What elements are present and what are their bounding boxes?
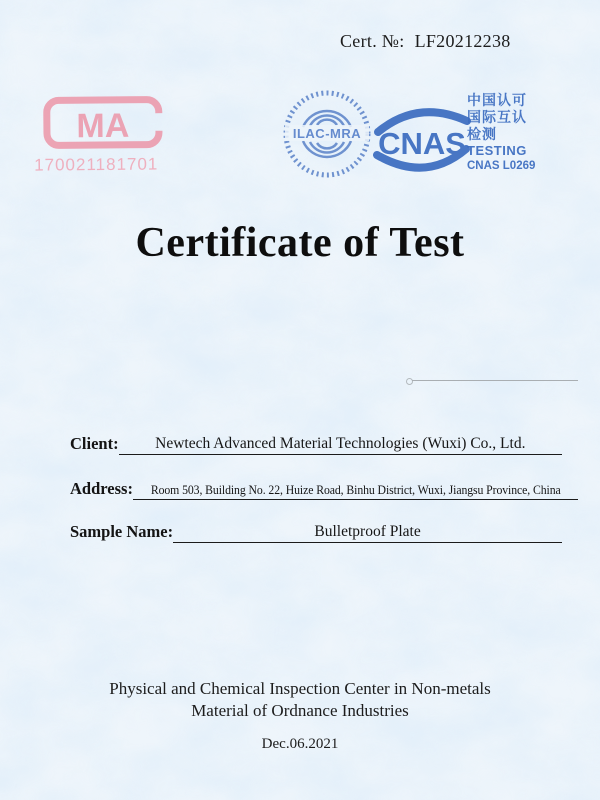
cma-number: 170021181701 — [34, 154, 159, 175]
cnas-line-4: TESTING — [467, 143, 527, 158]
cert-number-line — [340, 31, 511, 52]
issuer-line-1: Physical and Chemical Inspection Center in Non-metals — [109, 679, 491, 698]
sample-name-label: Sample Name: — [70, 522, 174, 541]
sample-name-value: Bulletproof Plate — [314, 523, 421, 540]
footer — [0, 678, 600, 753]
issuer-line-2: Material of Ordnance Industries — [191, 701, 409, 720]
address-value: Room 503, Building No. 22, Huize Road, Binhu District, Wuxi, Jiangsu Province, China — [150, 483, 561, 497]
cert-number-value: LF20212238 — [414, 31, 511, 51]
page-title: Certificate of Test — [135, 220, 465, 266]
cnas-line-2: 国际互认 — [467, 109, 527, 125]
cert-number-label: Cert. №: — [340, 31, 405, 51]
cma-stamp-icon — [34, 95, 175, 178]
cnas-line-3: 检测 — [467, 126, 497, 142]
client-value: Newtech Advanced Material Technologies (Wuxi) Co., Ltd. — [155, 435, 526, 452]
address-label: Address: — [70, 479, 133, 498]
client-label: Client: — [70, 434, 119, 453]
cnas-logo-icon — [371, 97, 473, 177]
cnas-wordmark: CNAS — [378, 126, 466, 161]
faint-pen-rule — [412, 380, 578, 381]
address-underline — [133, 483, 578, 500]
cma-letters: MA — [76, 106, 130, 146]
cnas-line-1: 中国认可 — [467, 92, 527, 108]
cnas-text-block — [467, 92, 535, 174]
ilac-mra-stamp-icon — [282, 89, 372, 179]
cnas-line-5: CNAS L0269 — [467, 160, 536, 172]
issue-date: Dec.06.2021 — [261, 736, 339, 752]
sample-name-underline — [173, 523, 562, 543]
field-row-address — [70, 478, 562, 500]
faint-pen-line — [406, 378, 578, 384]
field-row-client — [70, 433, 562, 455]
client-underline — [119, 435, 562, 455]
ilac-mra-label: ILAC-MRA — [292, 126, 362, 141]
field-row-sample-name — [70, 521, 562, 543]
